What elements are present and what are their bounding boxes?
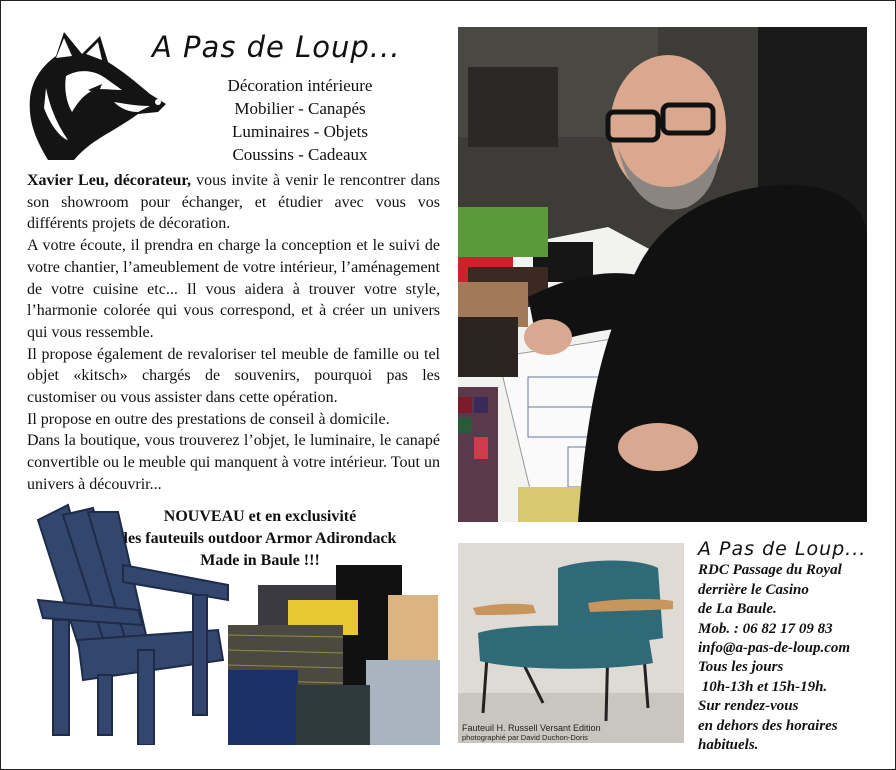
category-item: Décoration intérieure <box>227 76 373 95</box>
wolf-logo-icon <box>26 28 166 160</box>
decorator-photo <box>458 27 867 522</box>
category-item: Coussins - Cadeaux <box>232 145 368 164</box>
brand-title: A Pas de Loup... <box>152 30 401 64</box>
contact-line: derrière le Casino <box>698 581 809 598</box>
contact-line: RDC Passage du Royal <box>698 562 842 579</box>
contact-phone: Mob. : 06 82 17 09 83 <box>698 620 833 637</box>
decorator-name: Xavier Leu, décorateur, <box>27 172 191 189</box>
contact-line: Sur rendez-vous <box>698 698 799 715</box>
photo-caption: Fauteuil H. Russell Versant Edition <box>462 723 601 733</box>
intro-text <box>27 170 440 496</box>
contact-block <box>698 540 888 755</box>
category-item: Mobilier - Canapés <box>234 99 366 118</box>
contact-line: en dehors des horaires <box>698 717 838 734</box>
intro-paragraph: Dans la boutique, vous trouverez l’objet, le luminaire, le canapé convertible ou le meuble qui manquent à votre intérieur. Tout un univers à découvrir... <box>27 432 440 493</box>
contact-brand: A Pas de Loup... <box>698 538 867 560</box>
intro-paragraph: Il propose en outre des prestations de conseil à domicile. <box>27 410 390 428</box>
contact-email: info@a-pas-de-loup.com <box>698 640 851 657</box>
intro-paragraph: Il propose également de revaloriser tel meuble de famille ou tel objet «kitsch» chargés de souvenirs, pourquoi pas les customiser ou vous assister dans cette opération. <box>27 345 440 407</box>
contact-line: Tous les jours <box>698 659 784 676</box>
category-list <box>200 74 400 166</box>
promo-block <box>95 506 425 572</box>
promo-line: Made in Baule !!! <box>200 552 320 569</box>
promo-line: les fauteuils outdoor Armor Adirondack <box>123 530 397 547</box>
photo-credit: photographié par David Duchon-Doris <box>462 733 588 742</box>
category-item: Luminaires - Objets <box>232 122 368 141</box>
contact-line: 10h-13h et 15h-19h. <box>698 678 828 695</box>
contact-line: de La Baule. <box>698 601 777 618</box>
intro-paragraph: A votre écoute, il prendra en charge la conception et le suivi de votre chantier, l’ameublement de votre intérieur, l’aménagement de votre cuisine etc... Il vous aidera à trouver votre style, l’harmonie colorée qui vous correspond, et à créer un univers qui vous ressemble. <box>27 237 440 341</box>
fabric-swatches-image <box>228 565 440 745</box>
intro-paragraph: Xavier Leu, décorateur, vous invite à venir le rencontrer dans son showroom pour échanger, et étudier avec vous vos différents projets de décoration. <box>27 172 441 233</box>
armchair-photo <box>458 543 684 743</box>
promo-line: NOUVEAU et en exclusivité <box>163 508 357 525</box>
contact-line: habituels. <box>698 737 759 754</box>
